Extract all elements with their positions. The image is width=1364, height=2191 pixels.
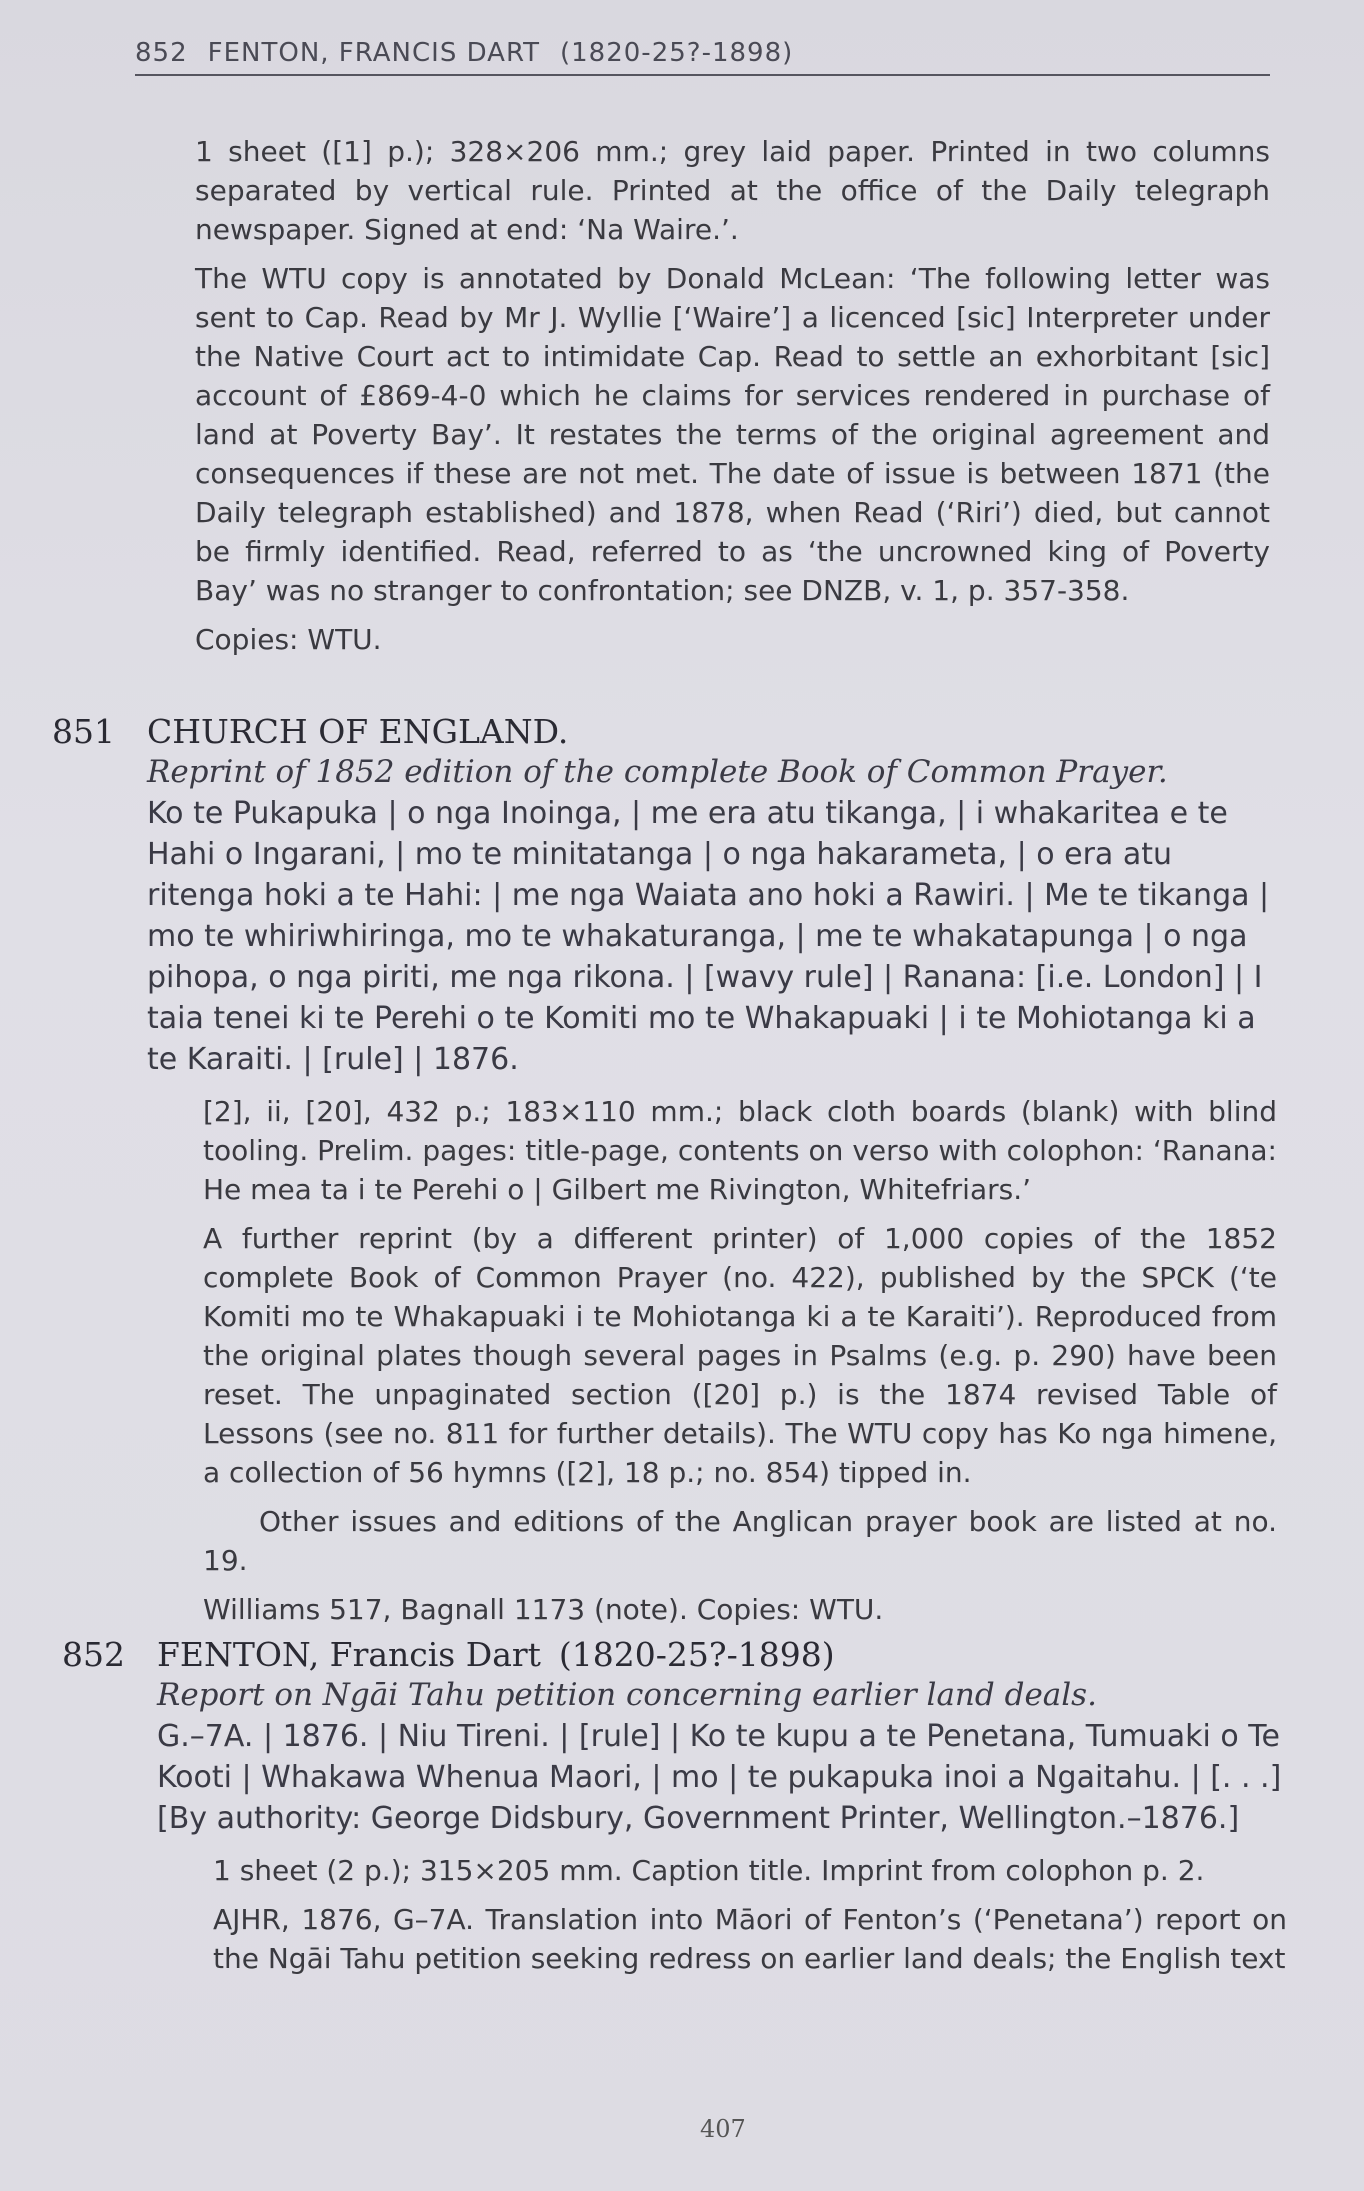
entry-title: Report on Ngāi Tahu petition concerning earlier land deals. [157,1677,1097,1713]
running-head-dates: (1820-25?-1898) [560,38,794,68]
copies-line: Copies: WTU. [195,623,382,656]
running-head-name: FENTON, FRANCIS DART [207,38,540,68]
title-transcription: G.–7A. | 1876. | Niu Tireni. | [rule] | Ko te kupu a te Penetana, Tumuaki o Te Kooti | Whakawa Whenua Maori, | mo | te pukapuka inoi a Ngaitahu. | [. . .] [By authority: George Didsbury, Government Printer, Wellington.–1876.] [157,1719,1282,1836]
entry-note-2: Other issues and editions of the Anglican prayer book are listed at no. 19. [203,1505,1277,1577]
entry-number: 851 [52,712,115,751]
entry-note: AJHR, 1876, G–7A. Translation into Māori of Fenton’s (‘Penetana’) report on the Ngāi Tahu petition seeking redress on earlier land deals; the English text [213,1903,1287,1975]
entry-number: 852 [62,1635,125,1674]
entry-heading: FENTON, Francis Dart [157,1635,541,1674]
entry-dates: (1820-25?-1898) [558,1635,835,1674]
physical-description: [2], ii, [20], 432 p.; 183×110 mm.; black cloth boards (blank) with blind tooling. Prelim. pages: title-page, contents on verso with colophon: ‘Ranana: He mea ta i te Perehi o | Gilbert me Rivington, Whitefriars.’ [203,1095,1277,1206]
physical-description: 1 sheet (2 p.); 315×205 mm. Caption title. Imprint from colophon p. 2. [213,1854,1205,1887]
physical-description: 1 sheet ([1] p.); 328×206 mm.; grey laid paper. Printed in two columns separated by vertical rule. Printed at the office of the Daily telegraph newspaper. Signed at end: ‘Na Waire.’. [195,135,1270,246]
entry-heading: CHURCH OF ENGLAND. [147,712,569,751]
entry-note: A further reprint (by a different printer) of 1,000 copies of the 1852 complete Book of Common Prayer (no. 422), published by the SPCK (‘te Komiti mo te Whakapuaki i te Mohiotanga ki a te Karaiti’). Reproduced from the original plates though several pages in Psalms (e.g. p. 290) have been reset. The unpaginated section ([20] p.) is the 1874 revised Table of Lessons (see no. 811 for further details). The WTU copy has Ko nga himene, a collection of 56 hymns ([2], 18 p.; no. 854) tipped in. [203,1222,1277,1489]
page-number: 407 [700,2115,746,2143]
entry-852 [62,1635,1287,1988]
title-transcription: Ko te Pukapuka | o nga Inoinga, | me era atu tikanga, | i whakaritea e te Hahi o Ingarani, | mo te minitatanga | o nga hakarameta, | o era atu ritenga hoki a te Hahi: | me nga Waiata ano hoki a Rawiri. | Me te tikanga | mo te whiriwhiringa, mo te whakaturanga, | me te whakatapunga | o nga pihopa, o nga piriti, me nga rikona. | [wavy rule] | Ranana: [i.e. London] | I taia tenei ki te Perehi o te Komiti mo te Whakapuaki | i te Mohiotanga ki a te Karaiti. | [rule] | 1876. [147,796,1270,1077]
running-head-page: 852 [135,38,188,68]
continued-entry [195,132,1270,669]
entry-note: The WTU copy is annotated by Donald McLean: ‘The following letter was sent to Cap. Read by Mr J. Wyllie [‘Waire’] a licenced [sic] Interpreter under the Native Court act to intimidate Cap. Read to settle an exhorbitant [sic] account of £869-4-0 which he claims for services rendered in purchase of land at Poverty Bay’. It restates the terms of the original agreement and consequences if these are not met. The date of issue is between 1871 (the Daily telegraph established) and 1878, when Read (‘Riri’) died, but cannot be firmly identified. Read, referred to as ‘the uncrowned king of Poverty Bay’ was no stranger to confrontation; see DNZB, v. 1, p. 357-358. [195,262,1270,607]
entry-851 [52,712,1277,1639]
references-line: Williams 517, Bagnall 1173 (note). Copies: WTU. [203,1593,884,1626]
entry-title: Reprint of 1852 edition of the complete Book of Common Prayer. [147,754,1168,790]
running-head [135,38,1270,76]
